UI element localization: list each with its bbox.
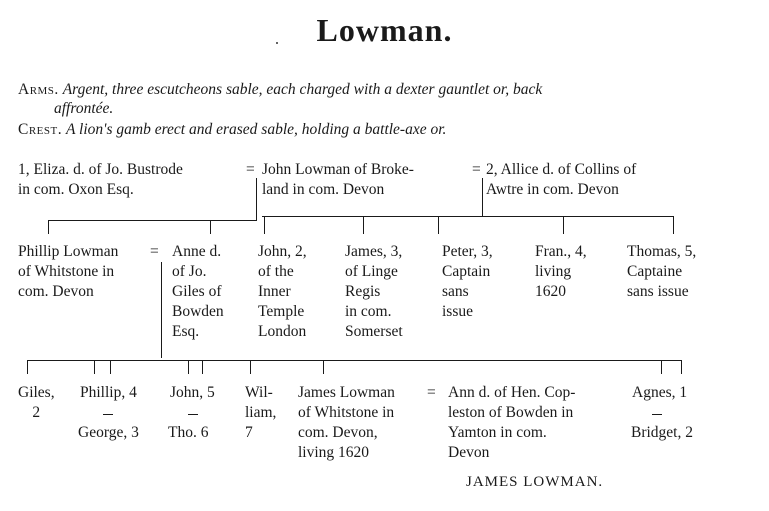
speck <box>276 42 278 44</box>
gen3-ann: Ann d. of Hen. Cop- leston of Bowden in Yamton in com. Devon <box>448 384 576 461</box>
gen2-anne: Anne d. of Jo. Giles of Bowden Esq. <box>172 243 224 340</box>
gen3-william: Wil- liam, 7 <box>245 384 277 441</box>
connector-v <box>482 178 483 216</box>
gen2-fran: Fran., 4, living 1620 <box>535 243 587 300</box>
connector-v <box>161 262 162 358</box>
gen3-giles: Giles, 2 <box>18 384 55 421</box>
marriage-sign-2: = <box>472 161 481 178</box>
connector-v <box>202 360 203 374</box>
connector-h <box>27 360 682 361</box>
connector-v <box>256 178 257 220</box>
arms-line1 <box>18 80 542 100</box>
connector-v <box>438 216 439 234</box>
connector-v <box>563 216 564 234</box>
gen2-john: John, 2, of the Inner Temple London <box>258 243 307 340</box>
crest-text: A lion's gamb erect and erased sable, holding a battle-axe or. <box>65 121 447 138</box>
gen3-tho: Tho. 6 <box>168 424 209 441</box>
gen3-james: James Lowman of Whitstone in com. Devon, living 1620 <box>298 384 395 461</box>
gen1-wife2: 2, Allice d. of Collins of Awtre in com. Devon <box>486 161 637 198</box>
gen2-phillip: Phillip Lowman of Whitstone in com. Devon <box>18 243 119 300</box>
connector-v <box>681 360 682 374</box>
gen1-husband: John Lowman of Broke- land in com. Devon <box>262 161 414 198</box>
marriage-sign-1: = <box>246 161 255 178</box>
arms-line2: affrontée. <box>54 100 114 117</box>
page-title: Lowman. <box>316 12 453 48</box>
connector-v <box>94 360 95 374</box>
connector-v <box>210 220 211 234</box>
connector-v <box>363 216 364 234</box>
gen2-thomas: Thomas, 5, Captaine sans issue <box>627 243 697 300</box>
gen3-bridget: Bridget, 2 <box>631 424 693 441</box>
marriage-sign-3: = <box>150 243 159 260</box>
connector-v <box>188 360 189 374</box>
gen3-agnes: Agnes, 1 <box>632 384 688 401</box>
arms-label: Arms. <box>18 81 59 98</box>
marriage-sign-4: = <box>427 384 436 401</box>
signature: JAMES LOWMAN. <box>466 474 604 490</box>
connector-v <box>323 360 324 374</box>
connector-v <box>110 360 111 374</box>
connector-v <box>661 360 662 374</box>
gen2-james: James, 3, of Linge Regis in com. Somerset <box>345 243 403 340</box>
connector-v <box>27 360 28 374</box>
gen1-wife1: 1, Eliza. d. of Jo. Bustrode in com. Oxon Esq. <box>18 161 183 198</box>
dash <box>103 414 113 415</box>
crest-label: Crest. <box>18 121 63 138</box>
gen3-phillip4: Phillip, 4 <box>80 384 137 401</box>
connector-v <box>48 220 49 234</box>
gen3-george: George, 3 <box>78 424 139 441</box>
connector-v <box>250 360 251 374</box>
gen2-peter: Peter, 3, Captain sans issue <box>442 243 493 320</box>
gen3-john5: John, 5 <box>170 384 215 401</box>
dash <box>652 414 662 415</box>
connector-h <box>48 220 257 221</box>
connector-h <box>262 216 674 217</box>
connector-v <box>673 216 674 234</box>
dash <box>188 414 198 415</box>
arms-text: Argent, three escutcheons sable, each charged with a dexter gauntlet or, back <box>62 81 543 98</box>
crest-line <box>18 120 446 140</box>
connector-v <box>264 216 265 234</box>
